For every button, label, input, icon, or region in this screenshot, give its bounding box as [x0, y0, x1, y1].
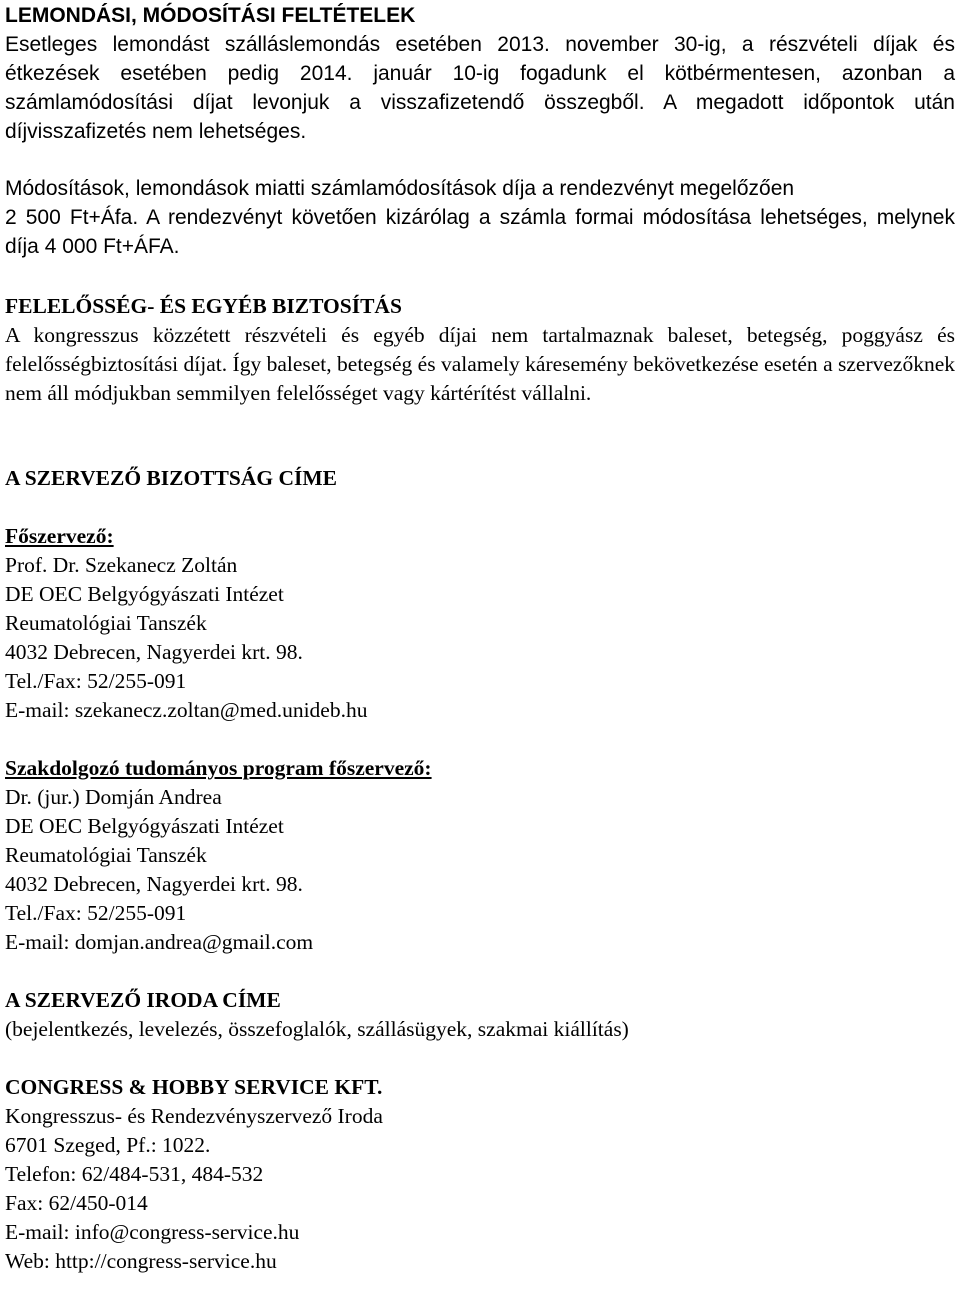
nursing-organizer-institute: DE OEC Belgyógyászati Intézet [5, 814, 284, 838]
nursing-organizer-email: E-mail: domjan.andrea@gmail.com [5, 930, 314, 954]
chief-organizer-institute: DE OEC Belgyógyászati Intézet [5, 582, 284, 606]
cancellation-section [5, 0, 955, 261]
office-description: Kongresszus- és Rendezvényszervező Iroda [5, 1104, 383, 1128]
modification-fee-paragraph: 2 500 Ft+Áfa. A rendezvényt követően kizárólag a számla formai módosítása lehetséges, melynek díja 4 000 Ft+ÁFA. [5, 206, 955, 258]
office-fax: Fax: 62/450-014 [5, 1191, 148, 1215]
office-web: Web: http://congress-service.hu [5, 1249, 277, 1273]
office-phone: Telefon: 62/484-531, 484-532 [5, 1162, 264, 1186]
chief-organizer-block [5, 522, 955, 725]
office-email: E-mail: info@congress-service.hu [5, 1220, 300, 1244]
nursing-organizer-name: Dr. (jur.) Domján Andrea [5, 785, 222, 809]
office-subtitle: (bejelentkezés, levelezés, összefoglalók, szállásügyek, szakmai kiállítás) [5, 1017, 629, 1041]
nursing-organizer-label: Szakdolgozó tudományos program főszervező: [5, 756, 432, 780]
office-address: 6701 Szeged, Pf.: 1022. [5, 1133, 211, 1157]
chief-organizer-label: Főszervező: [5, 524, 114, 548]
liability-paragraph: A kongresszus közzétett részvételi és egyéb díjai nem tartalmaznak baleset, betegség, poggyász és felelősségbiztosítási díjat. Így baleset, betegség és valamely káresemény bekövetkezése esetén a szervezőknek nem áll módjukban semmilyen felelősséget vagy kártérítést vállalni. [5, 323, 955, 405]
committee-section [5, 464, 955, 957]
nursing-organizer-department: Reumatológiai Tanszék [5, 843, 207, 867]
chief-organizer-phone: Tel./Fax: 52/255-091 [5, 669, 187, 693]
cancellation-heading: LEMONDÁSI, MÓDOSÍTÁSI FELTÉTELEK [5, 4, 416, 27]
liability-heading: FELELŐSSÉG- ÉS EGYÉB BIZTOSÍTÁS [5, 294, 402, 318]
office-company-name: CONGRESS & HOBBY SERVICE KFT. [5, 1075, 383, 1099]
office-section [5, 986, 955, 1276]
chief-organizer-email: E-mail: szekanecz.zoltan@med.unideb.hu [5, 698, 368, 722]
modification-fee-line: Módosítások, lemondások miatti számlamódosítások díja a rendezvényt megelőzően [5, 177, 795, 200]
document-page [5, 0, 955, 1276]
chief-organizer-address: 4032 Debrecen, Nagyerdei krt. 98. [5, 640, 303, 664]
chief-organizer-name: Prof. Dr. Szekanecz Zoltán [5, 553, 238, 577]
committee-heading: A SZERVEZŐ BIZOTTSÁG CÍME [5, 466, 337, 490]
nursing-organizer-block [5, 754, 955, 957]
chief-organizer-department: Reumatológiai Tanszék [5, 611, 207, 635]
nursing-organizer-phone: Tel./Fax: 52/255-091 [5, 901, 187, 925]
nursing-organizer-address: 4032 Debrecen, Nagyerdei krt. 98. [5, 872, 303, 896]
office-heading: A SZERVEZŐ IRODA CÍME [5, 988, 281, 1012]
cancellation-paragraph: Esetleges lemondást szálláslemondás esetében 2013. november 30-ig, a részvételi díjak és étkezések esetében pedig 2014. január 10-ig fogadunk el kötbérmentesen, azonban a számlamódosítási díjat levonjuk a visszafizetendő összegből. A megadott időpontok után díjvisszafizetés nem lehetséges. [5, 33, 955, 143]
liability-section [5, 292, 955, 408]
